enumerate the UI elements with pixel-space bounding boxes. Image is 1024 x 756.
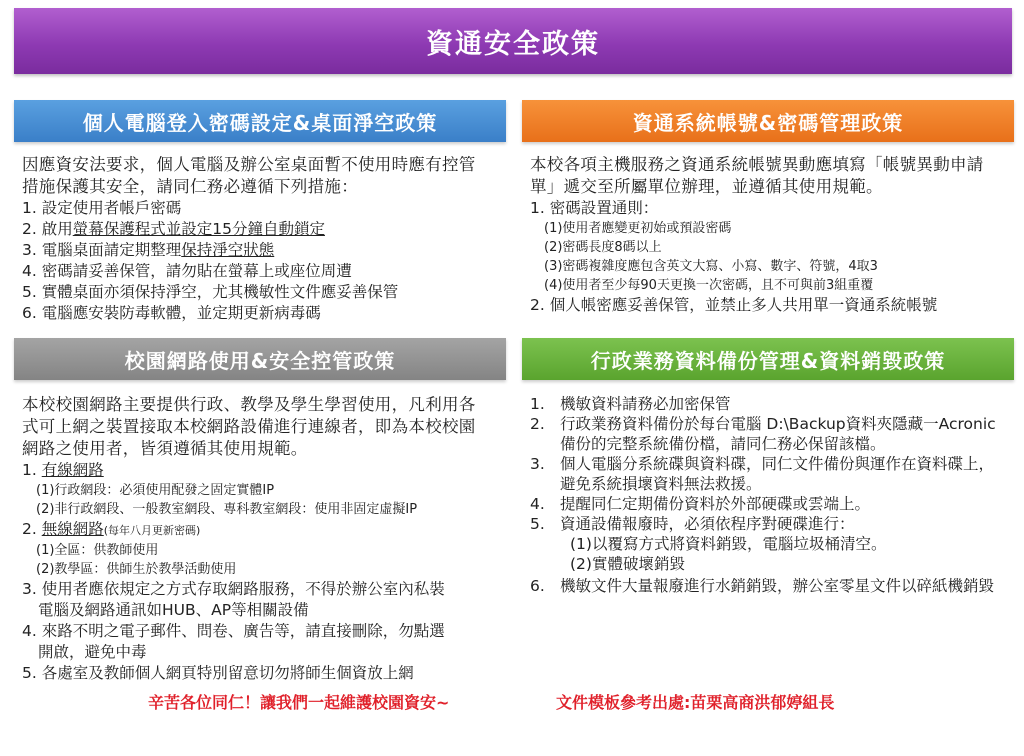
list-item: 1. 設定使用者帳戶密碼 [22,199,182,217]
section-body-campus-network [22,394,492,684]
section-header-campus-network: 校園網路使用&安全控管政策 [14,338,506,380]
account-intro: 本校各項主機服務之資通系統帳號異動應填寫「帳號異動申請單」遞交至所屬單位辦理，並遵循其使用規範。 [530,155,984,196]
list-item: 2. 行政業務資料備份於每台電腦 D:\Backup資料夾隱藏一Acronic備份的完整系統備份檔，請同仁務必保留該檔。 [530,415,996,453]
list-item: 4. 提醒同仁定期備份資料於外部硬碟或雲端上。 [530,495,871,513]
sub-item: (1)以覆寫方式將資料銷毀，電腦垃圾桶清空。 [570,535,887,553]
sub-item: (2)實體破壞銷毀 [570,555,685,573]
list-item: 5. 實體桌面亦須保持淨空，尤其機敏性文件應妥善保管 [22,283,399,301]
sub-item: (2)教學區：供師生於教學活動使用 [36,562,237,577]
list-item: 1. 密碼設置通則： [530,199,659,217]
footer-message: 辛苦各位同仁！讓我們一起維護校園資安~ [148,693,450,712]
list-item-continued: 電腦及網路通訊如HUB、AP等相關設備 [38,601,309,619]
list-item: 2. 啟用螢幕保護程式並設定15分鐘自動鎖定 [22,220,325,238]
sub-item: (2)密碼長度8碼以上 [544,240,662,255]
sub-item: (4)使用者至少每90天更換一次密碼，且不可與前3組重覆 [544,278,874,293]
list-item: 6. 機敏文件大量報廢進行水銷銷毀，辦公室零星文件以碎紙機銷毀 [530,577,995,595]
list-item: 3. 個人電腦分系統碟與資料碟，同仁文件備份與運作在資料碟上，避免系統損壞資料無法救援。 [530,455,995,493]
pc-intro: 因應資安法要求，個人電腦及辦公室桌面暫不使用時應有控管措施保護其安全，請同仁務必遵循下列措施： [22,155,476,196]
sub-item: (1)使用者應變更初始或預設密碼 [544,221,732,236]
list-item-continued: 開啟，避免中毒 [38,643,147,661]
list-item: 5. 各處室及教師個人網頁特別留意切勿將師生個資放上網 [22,664,414,682]
section-body-account-password [530,154,1002,316]
list-item: 3. 使用者應依規定之方式存取網路服務，不得於辦公室內私裝 [22,580,445,598]
list-item: 3. 電腦桌面請定期整理保持淨空狀態 [22,241,275,259]
page-title: 資通安全政策 [14,8,1012,74]
list-item: 5. 資通設備報廢時，必須依程序對硬碟進行： [530,515,855,533]
list-item: 2. 個人帳密應妥善保管，並禁止多人共用單一資通系統帳號 [530,296,938,314]
sub-item: (1)行政網段：必須使用配發之固定實體IP [36,483,275,498]
sub-item: (3)密碼複雜度應包含英文大寫、小寫、數字、符號，4取3 [544,259,878,274]
section-header-account-password: 資通系統帳號&密碼管理政策 [522,100,1014,142]
sub-item: (2)非行政網段、一般教室網段、專科教室網段：使用非固定虛擬IP [36,502,418,517]
sub-item: (1)全區：供教師使用 [36,543,159,558]
section-header-pc-password: 個人電腦登入密碼設定&桌面淨空政策 [14,100,506,142]
section-body-data-backup [530,394,1002,596]
section-header-data-backup: 行政業務資料備份管理&資料銷毀政策 [522,338,1014,380]
list-item: 1. 有線網路 [22,461,104,479]
list-item: 4. 來路不明之電子郵件、問卷、廣告等，請直接刪除，勿點選 [22,622,445,640]
list-item: 1. 機敏資料請務必加密保管 [530,395,731,413]
list-item: 2. 無線網路(每年八月更新密碼) [22,520,201,538]
section-body-pc-password [22,154,492,324]
network-intro: 本校校園網路主要提供行政、教學及學生學習使用，凡利用各式可上網之裝置接取本校網路設備進行連線者，即為本校校園網路之使用者，皆須遵循其使用規範。 [22,395,476,458]
list-item: 4. 密碼請妥善保管，請勿貼在螢幕上或座位周遭 [22,262,352,280]
footer-source: 文件模板參考出處:苗栗高商洪郁婷組長 [556,693,835,712]
list-item: 6. 電腦應安裝防毒軟體，並定期更新病毒碼 [22,304,321,322]
